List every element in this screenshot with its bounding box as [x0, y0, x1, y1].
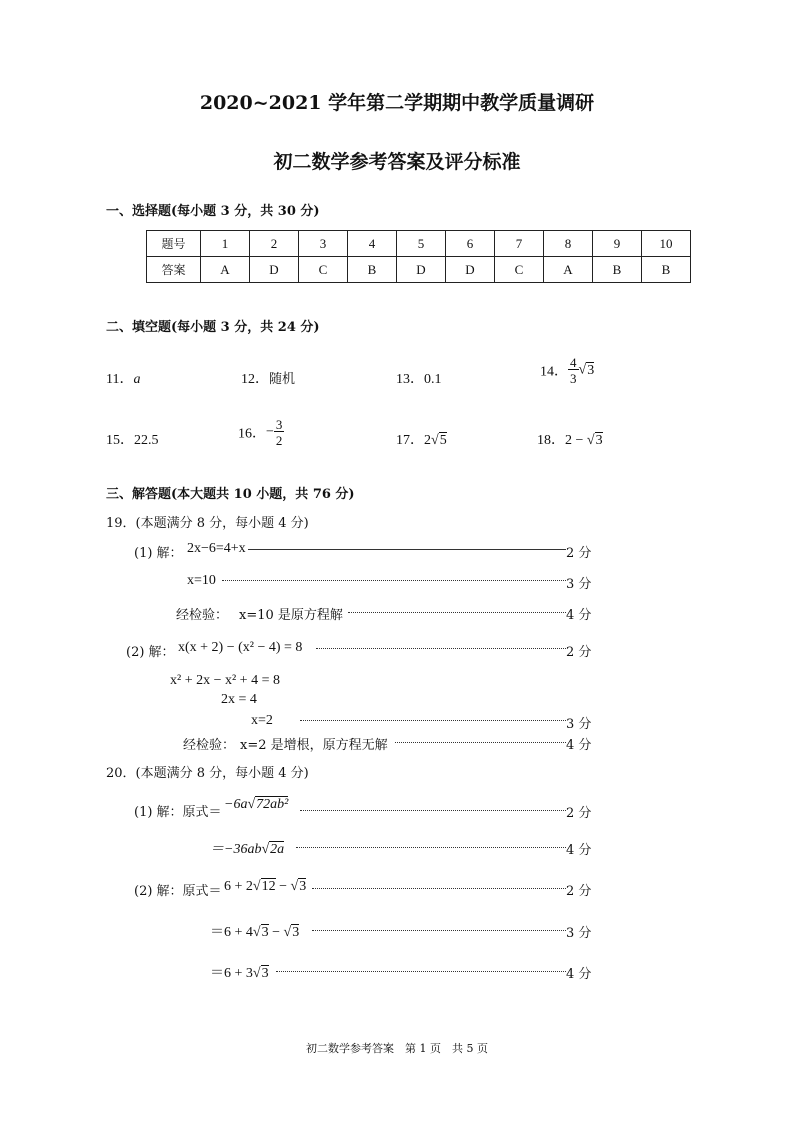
- q20-p2-label: (2) 解：原式＝: [134, 884, 222, 899]
- table-cell: C: [299, 257, 348, 283]
- item-number: 17．: [396, 433, 424, 448]
- leader-line: [312, 930, 566, 931]
- fill-item-16: [238, 418, 284, 447]
- leader-line: [300, 810, 566, 811]
- table-cell: D: [250, 257, 299, 283]
- item-answer: 0.1: [424, 372, 442, 387]
- item-number: 16．: [238, 426, 266, 442]
- table-cell: 1: [201, 231, 250, 257]
- expression-prefix: ＝6 + 3: [210, 966, 253, 981]
- leader-line: [348, 612, 566, 613]
- fill-item-18: 18．2 − √3: [537, 433, 603, 448]
- numerator: 3: [275, 417, 283, 432]
- item-number: 11．: [106, 372, 134, 387]
- fill-item-11: [106, 368, 140, 388]
- radicand: 3: [261, 966, 269, 981]
- coefficient: 2: [424, 433, 431, 448]
- expression-prefix: −6a: [224, 797, 248, 812]
- leader-line: [276, 971, 566, 972]
- item-number: 18．: [537, 433, 565, 448]
- answer-table: [146, 230, 691, 283]
- table-cell: B: [348, 257, 397, 283]
- score-mark: 2 分: [566, 884, 592, 899]
- q19-p1-label: (1) 解：: [134, 546, 183, 561]
- radicand: 5: [439, 433, 447, 448]
- q19-header: 19．(本题满分 8 分，每小题 4 分): [106, 516, 309, 531]
- operator: −: [268, 925, 284, 940]
- table-cell: 5: [397, 231, 446, 257]
- table-cell: D: [446, 257, 495, 283]
- operator: −: [275, 879, 291, 894]
- table-cell: 2: [250, 231, 299, 257]
- score-mark: 3 分: [566, 577, 592, 592]
- table-cell: 7: [495, 231, 544, 257]
- q19-p2-line2: x² + 2x − x² + 4 = 8: [170, 673, 280, 688]
- score-mark: 3 分: [566, 926, 592, 941]
- fill-item-15: [106, 429, 159, 449]
- fraction: [274, 418, 285, 447]
- radicand: 2a: [270, 842, 285, 857]
- item-number: 12．: [241, 372, 269, 387]
- expression-prefix: ＝−36ab: [210, 842, 262, 857]
- table-cell: D: [397, 257, 446, 283]
- leader-line: [316, 648, 566, 649]
- radicand: 12: [261, 879, 276, 894]
- score-mark: 2 分: [566, 546, 592, 561]
- radicand: 72ab²: [256, 797, 289, 812]
- q20-p1-line1: −6a√72ab²: [224, 797, 289, 812]
- leader-line: [248, 549, 566, 550]
- fill-item-12: [241, 368, 295, 388]
- table-row-questions: [147, 231, 691, 257]
- table-cell: B: [593, 257, 642, 283]
- fill-item-14: 14． $\frac{4}{3}$ √3: [540, 355, 595, 386]
- table-cell: B: [642, 257, 691, 283]
- item-number: 13．: [396, 372, 424, 387]
- fraction: [568, 356, 579, 385]
- item-answer: a: [133, 372, 141, 387]
- q19-p1-line3: x=10 是原方程解: [239, 608, 343, 623]
- leader-line: [312, 888, 566, 889]
- fill-item-17: 17．2√5: [396, 433, 447, 448]
- leader-line: [395, 742, 566, 743]
- radicand: 3: [292, 925, 300, 940]
- leader-line: [300, 720, 566, 721]
- page-title: 2020~2021 学年第二学期期中教学质量调研: [199, 92, 595, 114]
- score-mark: 3 分: [566, 717, 592, 732]
- table-cell: 10: [642, 231, 691, 257]
- numerator: 4: [570, 355, 577, 370]
- score-mark: 4 分: [566, 967, 592, 982]
- q19-p1-line1: 2x−6=4+x: [187, 541, 246, 556]
- radicand: 3: [587, 362, 595, 378]
- table-cell: C: [495, 257, 544, 283]
- expression-prefix: 6 + 2: [224, 879, 253, 894]
- table-cell: 3: [299, 231, 348, 257]
- table-cell: 8: [544, 231, 593, 257]
- q20-p1-label: (1) 解：原式＝: [134, 805, 222, 820]
- score-mark: 4 分: [566, 843, 592, 858]
- denominator: 2: [275, 433, 283, 448]
- q19-p2-line5: x=2 是增根，原方程无解: [240, 738, 388, 753]
- table-cell: A: [544, 257, 593, 283]
- table-cell: 9: [593, 231, 642, 257]
- q20-p2-line2: ＝6 + 4√3 − √3: [210, 925, 300, 940]
- q19-p1-check-label: 经检验：: [176, 608, 229, 623]
- table-header-cell: 题号: [147, 231, 201, 257]
- q19-p2-label: (2) 解：: [126, 645, 175, 660]
- page-subtitle: 初二数学参考答案及评分标准: [273, 151, 521, 173]
- q19-p2-line4: x=2: [251, 713, 273, 728]
- radicand: 3: [261, 925, 269, 940]
- table-cell: 4: [348, 231, 397, 257]
- table-cell: 6: [446, 231, 495, 257]
- score-mark: 4 分: [566, 738, 592, 753]
- q19-p2-line3: 2x = 4: [221, 692, 257, 707]
- score-mark: 4 分: [566, 608, 592, 623]
- page-footer: 初二数学参考答案 第 1 页 共 5 页: [306, 1042, 488, 1055]
- item-number: 15．: [106, 433, 134, 448]
- leader-line: [296, 847, 566, 848]
- minus-sign: −: [266, 424, 274, 440]
- score-mark: 2 分: [566, 645, 592, 660]
- table-header-cell: 答案: [147, 257, 201, 283]
- q19-p1-line2: x=10: [187, 573, 216, 588]
- section-1-heading: 一、选择题(每小题 3 分，共 30 分): [106, 204, 320, 219]
- q20-p2-line3: ＝6 + 3√3: [210, 966, 269, 981]
- q19-p2-check-label: 经检验：: [183, 738, 236, 753]
- q20-p2-line1: 6 + 2√12 − √3: [224, 879, 307, 894]
- expression-prefix: 2 −: [565, 433, 587, 448]
- table-row-answers: [147, 257, 691, 283]
- q20-header: 20．(本题满分 8 分，每小题 4 分): [106, 766, 309, 781]
- section-3-heading: 三、解答题(本大题共 10 小题，共 76 分): [106, 487, 355, 502]
- radicand: 3: [595, 433, 603, 448]
- q19-p2-line1: x(x + 2) − (x² − 4) = 8: [178, 640, 303, 655]
- section-2-heading: 二、填空题(每小题 3 分，共 24 分): [106, 320, 320, 335]
- table-cell: A: [201, 257, 250, 283]
- item-answer: 22.5: [134, 433, 159, 448]
- item-number: 14．: [540, 364, 568, 380]
- expression-prefix: ＝6 + 4: [210, 925, 253, 940]
- item-answer: 随机: [269, 372, 296, 387]
- radicand: 3: [299, 879, 307, 894]
- q20-p1-line2: ＝−36ab√2a: [210, 842, 285, 857]
- fill-item-13: [396, 368, 442, 388]
- score-mark: 2 分: [566, 806, 592, 821]
- denominator: 3: [570, 371, 577, 386]
- leader-line: [222, 580, 566, 581]
